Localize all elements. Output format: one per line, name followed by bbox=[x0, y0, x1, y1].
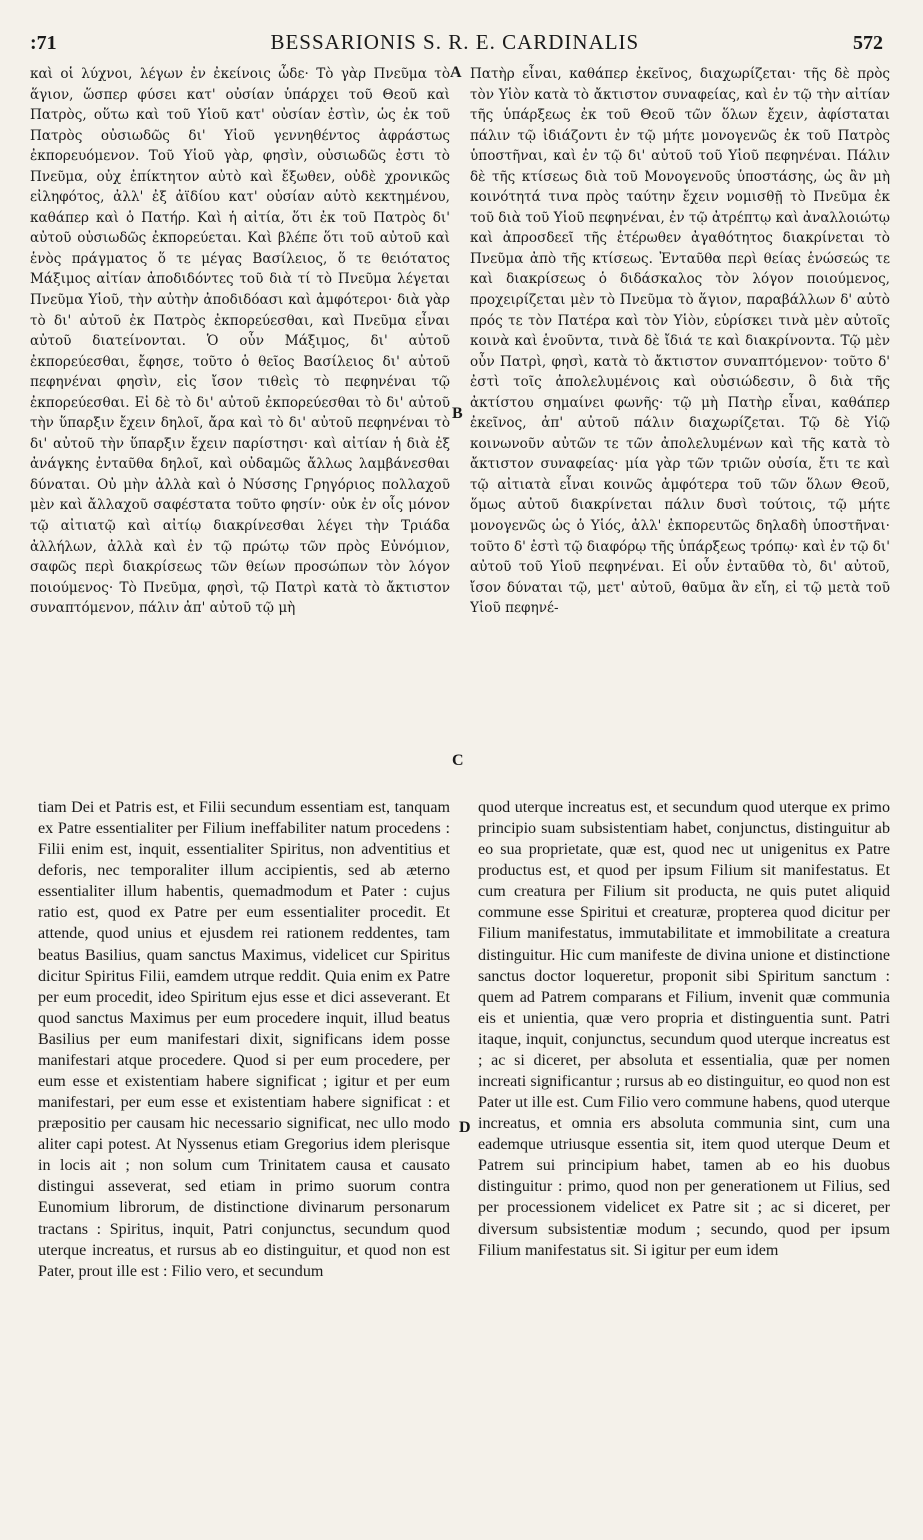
section-marker-a: A bbox=[450, 64, 462, 81]
latin-text-left: tiam Dei et Patris est, et Filii secundum essentiam est, tanquam ex Patre essentialiter per Filium ineffabiliter natum procedens : Filii enim est, inquit, essentialiter Spiritus, non adventitius et deforis, nec temporaliter illum accipientis, sed ab æterno essentialiter illum habentis, quemadmodum et Pater : cujus ratio est, quod ex Patre per eum essentialiter procedit. Et attende, quod unius et ejusdem rei rationem reddentes, tam beatus Basilius, quam sanctus Maximus, videlicet cur Spiritus dicitur Spiritus Filii, eamdem utrque reddit. Quia enim ex Patre per eum procedit, ideo Spiritum ejus esse et dici asseverant. Et quod sanctus Maximus per eum procedere inquit, illud beatus Basilius per eum manifestari dixit, significans idem posse manifestari atque procedere. Quod si per eum procedere, per eum esse et existentiam habere significat ; igitur et per eum manifestari, per eum esse et existentiam habere significat : et præpositio per causam hic necessario significat, nec ullo modo aliter capi potest. At Nyssenus etiam Gregorius idem plerisque in locis ait ; non solum cum Trinitatem causa et causato distingui asseverat, sed etiam in primo suorum contra Eunomium librorum, de distinctione divinarum personarum tractans : Spiritus, inquit, Patri conjunctus, secundum quod uterque increatus, et rursus ab eo distinguitur, et quod non est Pater, prout ille est : Filio vero, et secundum bbox=[38, 799, 450, 1280]
latin-text-right: quod uterque increatus est, et secundum quod uterque ex primo principio suam subsistentiam habet, conjunctus, distinguitur ab eo sua proprietate, quæ est, quod nec ut unigenitus ex Patre productus est, et quod per ipsum Filium sit manifestatus. Et cum creatura per Filium sit producta, ne quis putet aliquid commune esse Spiritui et creaturæ, propterea quod dicitur per Filium manifestatus, immutabilitate et immobilitate a creatura distinguitur. Hic cum manifeste de divina unione et distinctione sanctus doctor loqueretur, proponit sibi Spiritum sanctum : quem ad Patrem comparans et Filium, invenit quæ communia eis et unientia, quæ vero propria et distinguentia sunt. Patri itaque, inquit, conjunctus, secundum quod uterque increatus est ; ac si diceret, per absoluta et essentialia, quæ per nomen increati significantur ; rursus ab eo distinguitur, eo quod non est Pater ut ille est. Cum Filio vero commune habens, quod uterque increatus, et omnia ers absoluta communia sint, cum una eademque utriusque essentia sit, item quod uterque Deum et Patrem sui principium habet, tamen ab eo his duobus distinguitur : primo, quod non per generationem ut Filius, sed per processionem videlicet ex Patre sit ; ac si diceret, per diversum subsistentiæ modum ; secundo, quod per ipsum Filium manifestatus sit. Si igitur per eum idem bbox=[478, 799, 890, 1259]
page-number-left: :71 bbox=[30, 32, 57, 54]
greek-text-right: Πατὴρ εἶναι, καθάπερ ἐκεῖνος, διαχωρίζεται· τῆς δὲ πρὸς τὸν Υἱὸν κατὰ τὸ ἄκτιστον συναφείας, καὶ ἐν τῷ τὴν αἰτίαν τῆς ὑπάρξεως ἐκ τοῦ Θεοῦ τῶν ὅλων ἔχειν, ἀφίσταται πάλιν τῷ ἰδιάζοντι ἐν τῷ μήτε μονογενῶς ἐκ τοῦ Πατρὸς ὑποστῆναι, καὶ ἐν τῷ δι' αὐτοῦ τοῦ Υἱοῦ πεφηνέναι. Πάλιν δὲ τῆς κτίσεως διὰ τοῦ Μονογενοῦς ὑποστάσης, ὡς ἂν μὴ κοινότητά τινα πρὸς ταύτην ἔχειν νομισθῇ τὸ Πνεῦμα ἐκ τοῦ διὰ τοῦ Υἱοῦ πεφηνέναι, ἐν τῷ ἀτρέπτῳ καὶ ἀναλλοιώτῳ καὶ ἀπροσδεεῖ τῆς ἑτέρωθεν ἀγαθότητος διακρίνεται τὸ Πνεῦμα ἀπὸ τῆς κτίσεως. Ἐνταῦθα περὶ θείας ἑνώσεώς τε καὶ διακρίσεως ὁ διδάσκαλος τὸν λόγον ποιούμενος, προχειρίζεται μὲν τὸ Πνεῦμα τὸ ἅγιον, παραβάλλων δ' αὐτὸ πρός τε τὸν Πατέρα καὶ τὸν Υἱὸν, εὑρίσκει τινὰ μὲν αὐτοῖς κοινὰ καὶ ἑνοῦντα, τινὰ δὲ ἴδιά τε καὶ διακρίνοντα. Τῷ μὲν οὖν Πατρὶ, φησὶ, κατὰ τὸ ἄκτιστον συναπτόμενον· τοῦτο δ' ἐστὶ τοῖς ἀπολελυμένοις καὶ οὐσιώδεσιν, ὃ διὰ τῆς ἀκτίστου σημαίνει φωνῆς· τῷ μὴ Πατὴρ εἶναι, καθάπερ ἐκεῖνος, ἀπ' αὐτοῦ πάλιν διαχωρίζεται. Τῷ δὲ Υἱῷ κοινωνοῦν αὐτῶν τε τῶν ἀπολελυμένων καὶ τῆς κατὰ τὸ ἄκτιστον συναφείας· μία γὰρ τῶν τριῶν οὐσία, ἔτι τε καὶ τῷ αἰτιατὰ εἶναι κοινῶς ἀμφότερα τοῦ τῶν ὅλων Θεοῦ, ὅμως αὐτοῦ διακρίνεται πάλιν δυσὶ τούτοις, τῷ μήτε μονογενῶς ὡς ὁ Υἱός, ἀλλ' ἐκπορευτῶς δηλαδὴ ὑποστῆναι· τοῦτο δ' ἐστὶ τῷ διαφόρῳ τῆς ὑπάρξεως τρόπῳ· καὶ ἐν τῷ δι' αὐτοῦ τοῦ Υἱοῦ πεφηνέναι. Εἰ οὖν ἐνταῦθα τὸ, δι' αὐτοῦ, ἴσον δύναται τῷ, μετ' αὐτοῦ, θαῦμα ἂν εἴη, εἰ τῷ μετὰ τοῦ Υἱοῦ πεφηνέ- bbox=[470, 66, 890, 617]
section-marker-b: B bbox=[452, 405, 463, 422]
running-header bbox=[30, 30, 883, 58]
section-marker-d: D bbox=[459, 1119, 471, 1136]
latin-column-right bbox=[478, 797, 890, 1517]
running-title: BESSARIONIS S. R. E. CARDINALIS bbox=[270, 30, 640, 54]
section-marker-c: C bbox=[452, 752, 464, 769]
greek-text-left: καὶ οἱ λύχνοι, λέγων ἐν ἐκείνοις ὧδε· Τὸ γὰρ Πνεῦμα τὸ ἅγιον, ὥσπερ φύσει κατ' οὐσίαν ὑπάρχει τοῦ Θεοῦ καὶ Πατρὸς, οὕτω καὶ τοῦ Υἱοῦ κατ' οὐσίαν ἐστὶν, ὡς ἐκ τοῦ Πατρὸς οὐσιωδῶς δι' Υἱοῦ γεννηθέντος ἀφράστως ἐκπορευόμενον. Τοῦ Υἱοῦ γὰρ, φησὶν, οὐσιωδῶς ἐστι τὸ Πνεῦμα, οὐχ ἐπίκτητον αὐτὸ καὶ ἔξωθεν, οὐδὲ χρονικῶς εἰληφότος, ἀλλ' ἐξ ἀϊδίου κατ' οὐσίαν αὐτὸ κεκτημένου, καθάπερ καὶ ὁ Πατήρ. Καὶ ἡ αἰτία, ὅτι ἐκ τοῦ Πατρὸς δι' αὐτοῦ οὐσιωδῶς ἐκπορεύεται. Καὶ βλέπε ὅτι τοῦ αὐτοῦ καὶ ἑνὸς πράγματος ὅ τε μέγας Βασίλειος, ὅ τε θειότατος Μάξιμος αἰτίαν ἀποδιδόντες τοῦ διὰ τί τὸ Πνεῦμα λέγεται Πνεῦμα Υἱοῦ, τὴν αὐτὴν ἀποδιδόασι καὶ ἀμφότεροι· διὰ γὰρ τὸ δι' αὐτοῦ ἐκ Πατρὸς ἐκπορεύεσθαι, καὶ Πνεῦμα εἶναι αὐτοῦ διατείνονται. Ὁ οὖν Μάξιμος, δι' αὐτοῦ ἐκπορεύεσθαι, ἔφησε, τοῦτο ὁ θεῖος Βασίλειος δι' αὐτοῦ πεφηνέναι φησὶν, εἰς ἴσον τιθεὶς τὸ πεφηνέναι τῷ ἐκπορεύεσθαι. Εἰ δὲ τὸ δι' αὐτοῦ ἐκπορεύεσθαι τὸ δι' αὐτοῦ τὴν ὕπαρξιν ἔχειν δηλοῖ, ἄρα καὶ τὸ δι' αὐτοῦ πεφηνέναι τὸ δι' αὐτοῦ τὴν ὕπαρξιν ἔχειν παρίστησι· καὶ αἰτίαν ἡ διὰ ἐξ ἀνάγκης ἐνταῦθα δηλοῖ, καὶ οὐδαμῶς ἄλλως λαμβάνεσθαι δύναται. Οὐ μὴν ἀλλὰ καὶ ὁ Νύσσης Γρηγόριος πολλαχοῦ μὲν καὶ ἄλλαχοῦ σαφέστατα τοῦτο φησίν· οὐκ ἐν οἷς μόνον τῷ αἰτιατῷ καὶ αἰτίῳ διακρίνεσθαι λέγει τὴν Τριάδα ἀλλήλων, ἀλλὰ καὶ ἐν τῷ πρώτῳ τῶν πρὸς Εὐνόμιον, σαφῶς περὶ διακρίσεως τῶν θείων προσώπων τὸν λόγον ποιούμενος· Τὸ Πνεῦμα, φησὶ, τῷ Πατρὶ κατὰ τὸ ἄκτιστον συναπτόμενον, πάλιν ἀπ' αὐτοῦ τῷ μὴ bbox=[30, 66, 450, 617]
latin-column-left bbox=[38, 797, 450, 1517]
greek-column-left bbox=[30, 64, 450, 794]
page-number-right: 572 bbox=[853, 32, 883, 54]
greek-column-right bbox=[470, 64, 890, 794]
